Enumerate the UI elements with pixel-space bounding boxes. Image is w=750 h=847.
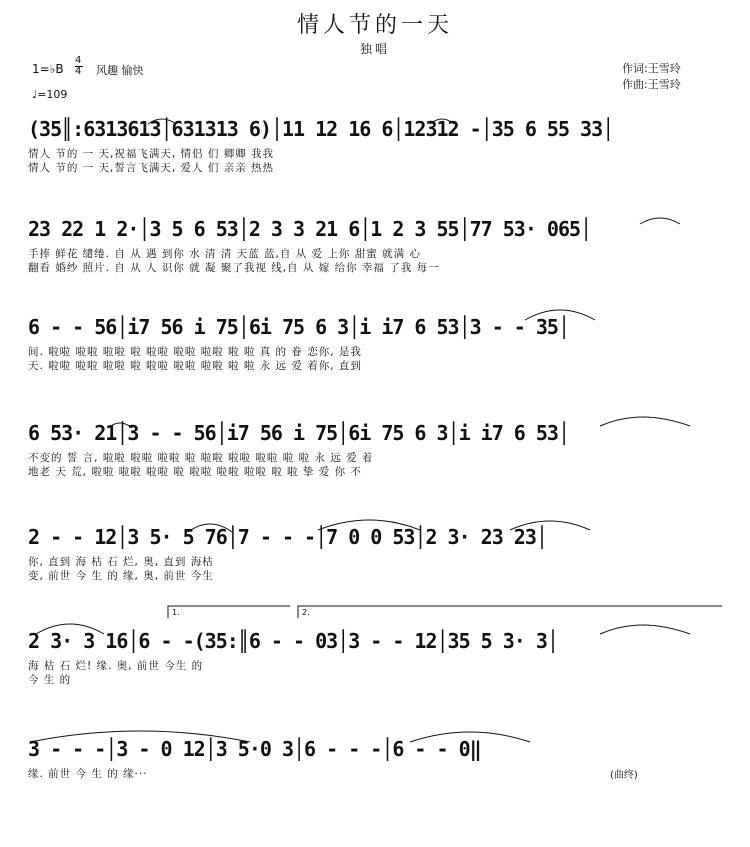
- score-line-4: [0, 418, 750, 498]
- lyric-verse-2: 地老 天 荒, 啦啦 啦啦 啦啦 啦 啦啦 啦啦 啦啦 啦 啦 挚 爱 你 不: [28, 466, 362, 478]
- time-signature-top: 4: [75, 55, 82, 66]
- notation-line: 23 22 1 2·│3 5 6 53│2 3 3 21 6│1 2 3 55│77 53· 065│: [28, 217, 592, 241]
- ending-mark: (曲终): [610, 770, 638, 781]
- lyric-verse-1: 手捧 鲜花 缱绻. 自 从 遇 到你 水 清 清 天蓝 蓝,自 从 爱 上你 甜蜜 就满 心: [28, 248, 421, 260]
- lyric-verse-2: 今 生 的: [28, 674, 72, 686]
- lyric-verse-2: 天. 啦啦 啦啦 啦啦 啦 啦啦 啦啦 啦啦 啦 啦 永 远 爱 着你, 直到: [28, 360, 362, 372]
- composer-credit: 作曲:王雪玲: [622, 78, 681, 91]
- notation-line: 6 53· 21│3 - - 56│i7 56 i 75│6i 75 6 3│i i7 6 53│: [28, 421, 570, 445]
- performance-type: 独唱: [359, 42, 390, 56]
- score-line-1: [0, 114, 750, 194]
- slur-mark: [600, 417, 690, 426]
- notation-line: (35║:6313613│631313 6)│11 12 16 6│12312 -│35 6 55 33│: [28, 117, 614, 141]
- lyric-verse-1: 缘. 前世 今 生 的 缘···: [28, 768, 148, 780]
- lyric-verse-1: 海 枯 石 烂! 缘. 奥, 前世 今生 的: [28, 660, 204, 672]
- volta-bracket-2: [298, 606, 722, 618]
- lyric-verse-2: 情人 节的 一 天,誓言飞满天, 爱人 们 亲亲 热热: [28, 162, 275, 174]
- lyric-verse-1: 情人 节的 一 天,祝福飞满天, 情侣 们 卿卿 我我: [28, 148, 275, 160]
- lyric-verse-1: 不变的 誓 言, 啦啦 啦啦 啦啦 啦 啦啦 啦啦 啦啦 啦 啦 永 远 爱 着: [28, 452, 374, 464]
- score-line-3: [0, 312, 750, 392]
- volta-label-2: 2.: [302, 608, 310, 617]
- score-line-6: [0, 608, 750, 706]
- notation-line: 6 - - 56│i7 56 i 75│6i 75 6 3│i i7 6 53│3 - - 35│: [28, 315, 570, 339]
- score-line-2: [0, 214, 750, 294]
- time-signature-bottom: 4: [75, 66, 82, 77]
- lyricist-credit: 作词:王雪玲: [622, 62, 681, 75]
- score-line-7: [0, 734, 750, 814]
- time-signature: [75, 56, 83, 77]
- tempo-marking: ♩=109: [32, 88, 68, 101]
- notation-line: 2 - - 12│3 5· 5 76│7 - - -│7 0 0 53│2 3· 23 23│: [28, 525, 547, 549]
- lyric-verse-2: 翻看 婚纱 照片. 自 从 人 识你 就 凝 聚了我视 线,自 从 嫁 给你 幸福 了我 每一: [28, 262, 440, 274]
- style-marking: 风趣 愉快: [96, 64, 144, 77]
- song-title: 情人节的一天: [296, 13, 453, 38]
- volta-label-1: 1.: [172, 608, 180, 617]
- lyric-verse-2: 变, 前世 今 生 的 缘, 奥, 前世 今生: [28, 570, 214, 582]
- key-signature: 1=♭B: [32, 62, 64, 76]
- notation-line: 3 - - -│3 - 0 12│3 5·0 3│6 - - -│6 - - 0‖: [28, 737, 481, 761]
- lyric-verse-1: 间. 啦啦 啦啦 啦啦 啦 啦啦 啦啦 啦啦 啦 啦 真 的 眷 恋你, 是我: [28, 346, 362, 358]
- tie-mark: [640, 218, 680, 224]
- volta-bracket-1: [168, 606, 290, 618]
- score-line-5: [0, 522, 750, 602]
- lyric-verse-1: 你, 直到 海 枯 石 烂, 奥, 直到 海枯: [28, 556, 214, 568]
- notation-line: 2 3· 3 16│6 - -(35:║6 - - 03│3 - - 12│35 5 3· 3│: [28, 629, 558, 653]
- slur-mark: [600, 625, 690, 634]
